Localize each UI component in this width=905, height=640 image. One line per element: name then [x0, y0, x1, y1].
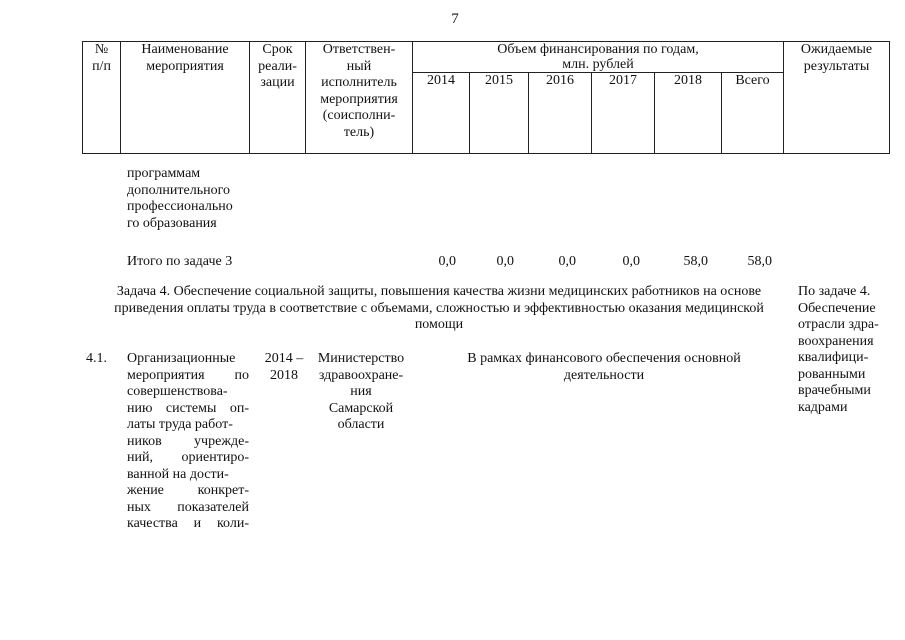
header-table [82, 41, 890, 154]
header-year: 2014 [413, 73, 470, 154]
total-value: 0,0 [558, 254, 576, 269]
continuation-line: профессионально [127, 199, 233, 214]
header-results: Ожидаемые результаты [784, 42, 890, 154]
task-results [798, 284, 898, 416]
header-name: Наименование мероприятия [121, 42, 250, 154]
result-line: отрасли здра- [798, 317, 879, 332]
row-name-line: совершенствова- [127, 384, 228, 399]
row-name-line: Организационные [127, 351, 236, 366]
result-line: По задаче 4. [798, 284, 871, 299]
row-name-line: ванной на дости- [127, 466, 229, 482]
result-line: квалифици- [798, 350, 869, 365]
total-value: 0,0 [496, 254, 514, 269]
row-name-line: ников учрежде- [127, 433, 249, 449]
continuation-line: дополнительного [127, 182, 230, 198]
total-label: Итого по задаче 3 [127, 254, 233, 269]
row-term: 2014 – 2018 [264, 351, 304, 383]
header-year: 2015 [470, 73, 529, 154]
header-year: 2018 [655, 73, 722, 154]
row-funding: В рамках финансового обеспечения основной деятельности [467, 351, 741, 383]
task-heading: Задача 4. Обеспечение социальной защиты, повышения качества жизни медицинских работников на основе приведения оплаты труда в соответствие с объемами, сложностью и эффективностью оказания медицинской помощи [114, 284, 764, 332]
row-name-line: мероприятия по [127, 367, 249, 383]
header-year: 2016 [529, 73, 592, 154]
header-year: 2017 [592, 73, 655, 154]
total-value: 0,0 [622, 254, 640, 269]
row-name-line: ных показателей [127, 499, 249, 515]
row-name [127, 351, 249, 533]
total-value: 58,0 [747, 254, 772, 269]
continuation-line: программам [127, 166, 201, 181]
result-line: воохранения [798, 333, 874, 349]
page-number: 7 [451, 11, 459, 27]
total-value: 58,0 [683, 254, 708, 269]
row-name-line: ний, ориентиро- [127, 450, 249, 465]
row-name-line: латы труда работ- [127, 417, 233, 432]
row-name-line: жение конкрет- [127, 483, 249, 498]
result-line: рованными [798, 366, 866, 382]
result-line: врачебными [798, 383, 871, 398]
header-responsible: Ответствен- ный исполнитель мероприятия (соисполни- тель) [306, 42, 413, 154]
header-term: Срок реали- зации [250, 42, 306, 154]
row-name-line: нию системы оп- [127, 400, 249, 416]
continuation-text [127, 166, 257, 232]
continuation-line: го образования [127, 215, 217, 231]
row-number: 4.1. [86, 351, 107, 366]
header-num: № п/п [83, 42, 121, 154]
result-line: кадрами [798, 399, 848, 415]
header-year: Всего [722, 73, 784, 154]
row-responsible: Министерство здравоохране- ния Самарской области [317, 351, 405, 432]
header-funding: Объем финансирования по годам, млн. рублей [413, 42, 784, 73]
total-value: 0,0 [438, 254, 456, 269]
result-line: Обеспечение [798, 300, 876, 316]
row-name-line: качества и коли- [127, 516, 249, 531]
